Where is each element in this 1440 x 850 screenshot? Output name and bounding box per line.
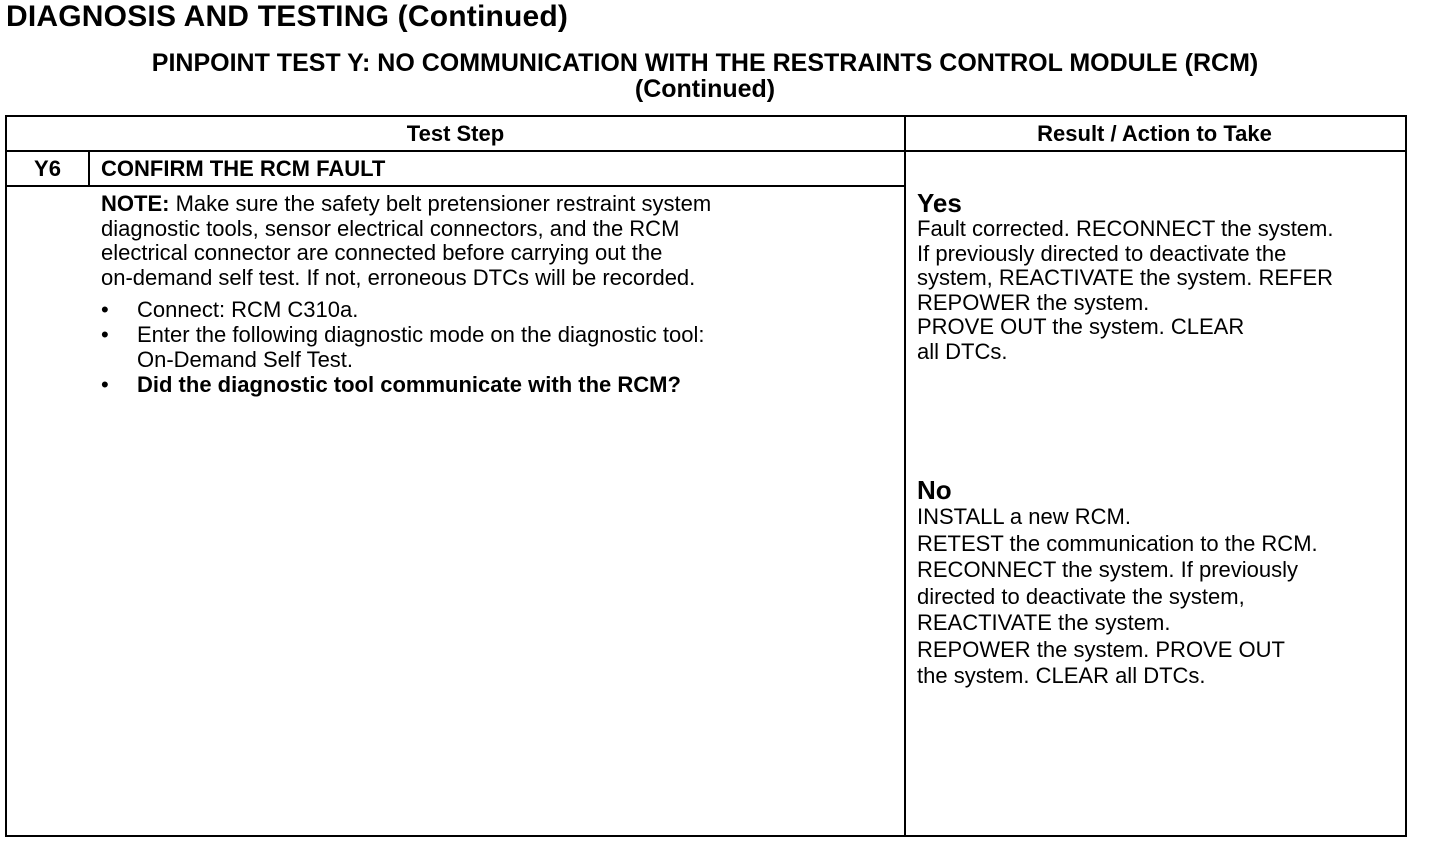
result-yes-label: Yes: [917, 188, 962, 218]
result-yes-line: Fault corrected. RECONNECT the system.: [917, 216, 1334, 241]
result-no-line: REACTIVATE the system.: [917, 610, 1171, 635]
step-row-divider: [7, 185, 904, 187]
column-divider-main: [904, 117, 906, 835]
result-no-line: RETEST the communication to the RCM.: [917, 530, 1318, 556]
result-no-line: directed to deactivate the system,: [917, 583, 1245, 609]
step-note: [101, 192, 891, 290]
note-line: [101, 192, 891, 217]
step-id: Y6: [34, 156, 61, 181]
bullet-text: Connect: RCM C310a.: [137, 297, 359, 322]
result-yes: [917, 189, 1334, 365]
result-no-line: the system. CLEAR all DTCs.: [917, 663, 1206, 688]
bullet-item: [101, 372, 704, 397]
bullet-item: [101, 297, 704, 322]
bullet-dot-icon: •: [101, 322, 109, 347]
bullet-text: Enter the following diagnostic mode on the diagnostic tool:: [137, 322, 705, 347]
column-header-test-step: Test Step: [406, 121, 505, 146]
bullet-dot-icon: •: [101, 372, 109, 397]
result-yes-line: If previously directed to deactivate the: [917, 240, 1287, 266]
result-no-label: No: [917, 475, 952, 505]
result-yes-line: all DTCs.: [917, 338, 1008, 364]
bullet-item: [101, 322, 704, 372]
pinpoint-title-line-2: (Continued): [634, 75, 776, 103]
step-title: CONFIRM THE RCM FAULT: [101, 156, 386, 181]
bullet-text: On-Demand Self Test.: [137, 347, 354, 372]
result-no-line: REPOWER the system. PROVE OUT: [917, 636, 1285, 662]
note-line: electrical connector are connected before carrying out the: [101, 240, 663, 265]
note-line: on-demand self test. If not, erroneous DTCs will be recorded.: [101, 264, 696, 290]
bullet-dot-icon: •: [101, 297, 109, 322]
note-line: diagnostic tools, sensor electrical connectors, and the RCM: [101, 215, 680, 241]
result-no-line: INSTALL a new RCM.: [917, 504, 1131, 529]
result-no: [917, 476, 1318, 690]
step-id-divider: [88, 152, 90, 186]
bullet-question: Did the diagnostic tool communicate with the RCM?: [137, 372, 681, 397]
page-header-title: DIAGNOSIS AND TESTING (Continued): [6, 0, 569, 33]
note-label: NOTE:: [101, 191, 170, 216]
pinpoint-title-line-1: PINPOINT TEST Y: NO COMMUNICATION WITH THE RESTRAINTS CONTROL MODULE (RCM): [151, 49, 1259, 77]
result-yes-line: system, REACTIVATE the system. REFER: [917, 265, 1334, 291]
result-no-line: RECONNECT the system. If previously: [917, 557, 1299, 582]
note-text: Make sure the safety belt pretensioner restraint system: [169, 191, 712, 216]
result-yes-line: REPOWER the system.: [917, 289, 1150, 315]
result-yes-line: PROVE OUT the system. CLEAR: [917, 314, 1245, 340]
step-bullet-list: [101, 297, 704, 397]
pinpoint-test-title: [0, 50, 1410, 102]
column-header-result: Result / Action to Take: [1037, 121, 1272, 146]
